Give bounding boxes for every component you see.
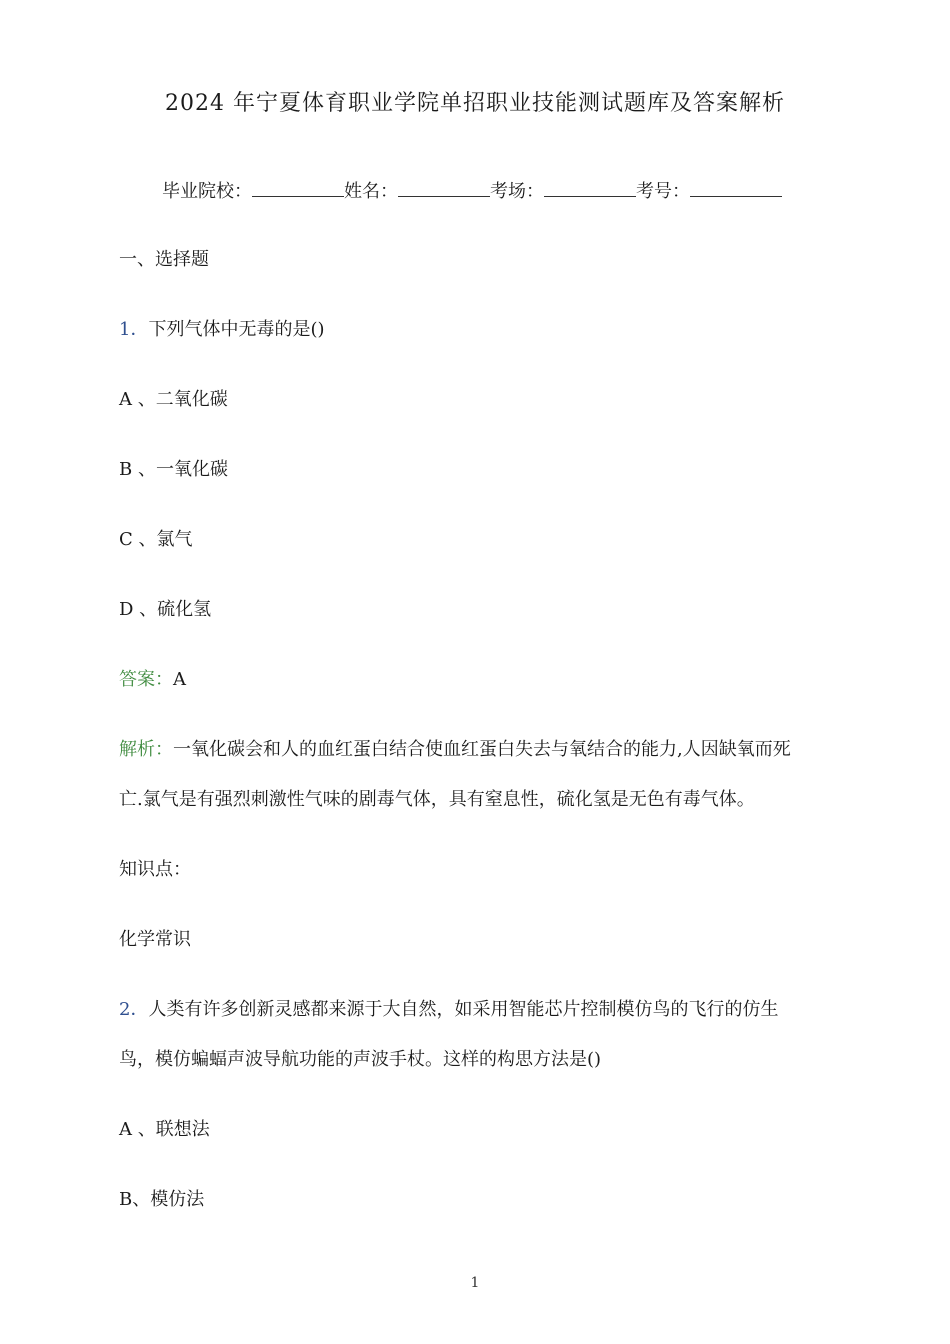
number-blank — [690, 178, 782, 197]
name-blank — [398, 178, 490, 197]
room-label: 考场： — [490, 181, 544, 202]
knowledge-label: 知识点： — [119, 859, 191, 880]
question-2-number: 2． — [119, 999, 149, 1020]
question-2-option-a: A 、联想法 — [119, 1119, 210, 1140]
answer-value: A — [173, 669, 186, 690]
section-heading: 一、选择题 — [119, 249, 209, 270]
school-blank — [252, 178, 344, 197]
question-1-number: 1． — [119, 319, 149, 340]
exam-info-line — [162, 178, 782, 204]
question-1-analysis-line-2: 亡.氯气是有强烈刺激性气味的剧毒气体，具有窒息性，硫化氢是无色有毒气体。 — [119, 789, 755, 810]
document-title: 2024 年宁夏体育职业学院单招职业技能测试题库及答案解析 — [165, 91, 785, 116]
name-label: 姓名： — [344, 181, 398, 202]
question-1-text: 下列气体中无毒的是() — [148, 319, 325, 340]
question-1-option-a: A 、二氧化碳 — [119, 389, 228, 410]
number-label: 考号： — [636, 181, 690, 202]
analysis-label: 解析： — [119, 739, 173, 760]
question-1-option-d: D 、硫化氢 — [119, 599, 212, 620]
question-2-text-2: 鸟，模仿蝙蝠声波导航功能的声波手杖。这样的构思方法是() — [119, 1049, 602, 1070]
question-1-analysis-line-1 — [119, 738, 791, 762]
question-1 — [119, 318, 325, 342]
question-2-option-b: B、模仿法 — [119, 1189, 205, 1210]
question-2 — [119, 998, 778, 1022]
question-1-option-c: C 、氯气 — [119, 529, 193, 550]
knowledge-value: 化学常识 — [119, 929, 191, 950]
page-number: 1 — [470, 1275, 480, 1291]
room-blank — [544, 178, 636, 197]
school-label: 毕业院校： — [162, 181, 252, 202]
question-1-option-b: B 、一氧化碳 — [119, 459, 228, 480]
analysis-text-1: 一氧化碳会和人的血红蛋白结合使血红蛋白失去与氧结合的能力,人因缺氧而死 — [173, 739, 791, 760]
question-2-text-1: 人类有许多创新灵感都来源于大自然，如采用智能芯片控制模仿鸟的飞行的仿生 — [148, 999, 779, 1020]
answer-label: 答案： — [119, 669, 173, 690]
question-1-answer — [119, 668, 186, 692]
